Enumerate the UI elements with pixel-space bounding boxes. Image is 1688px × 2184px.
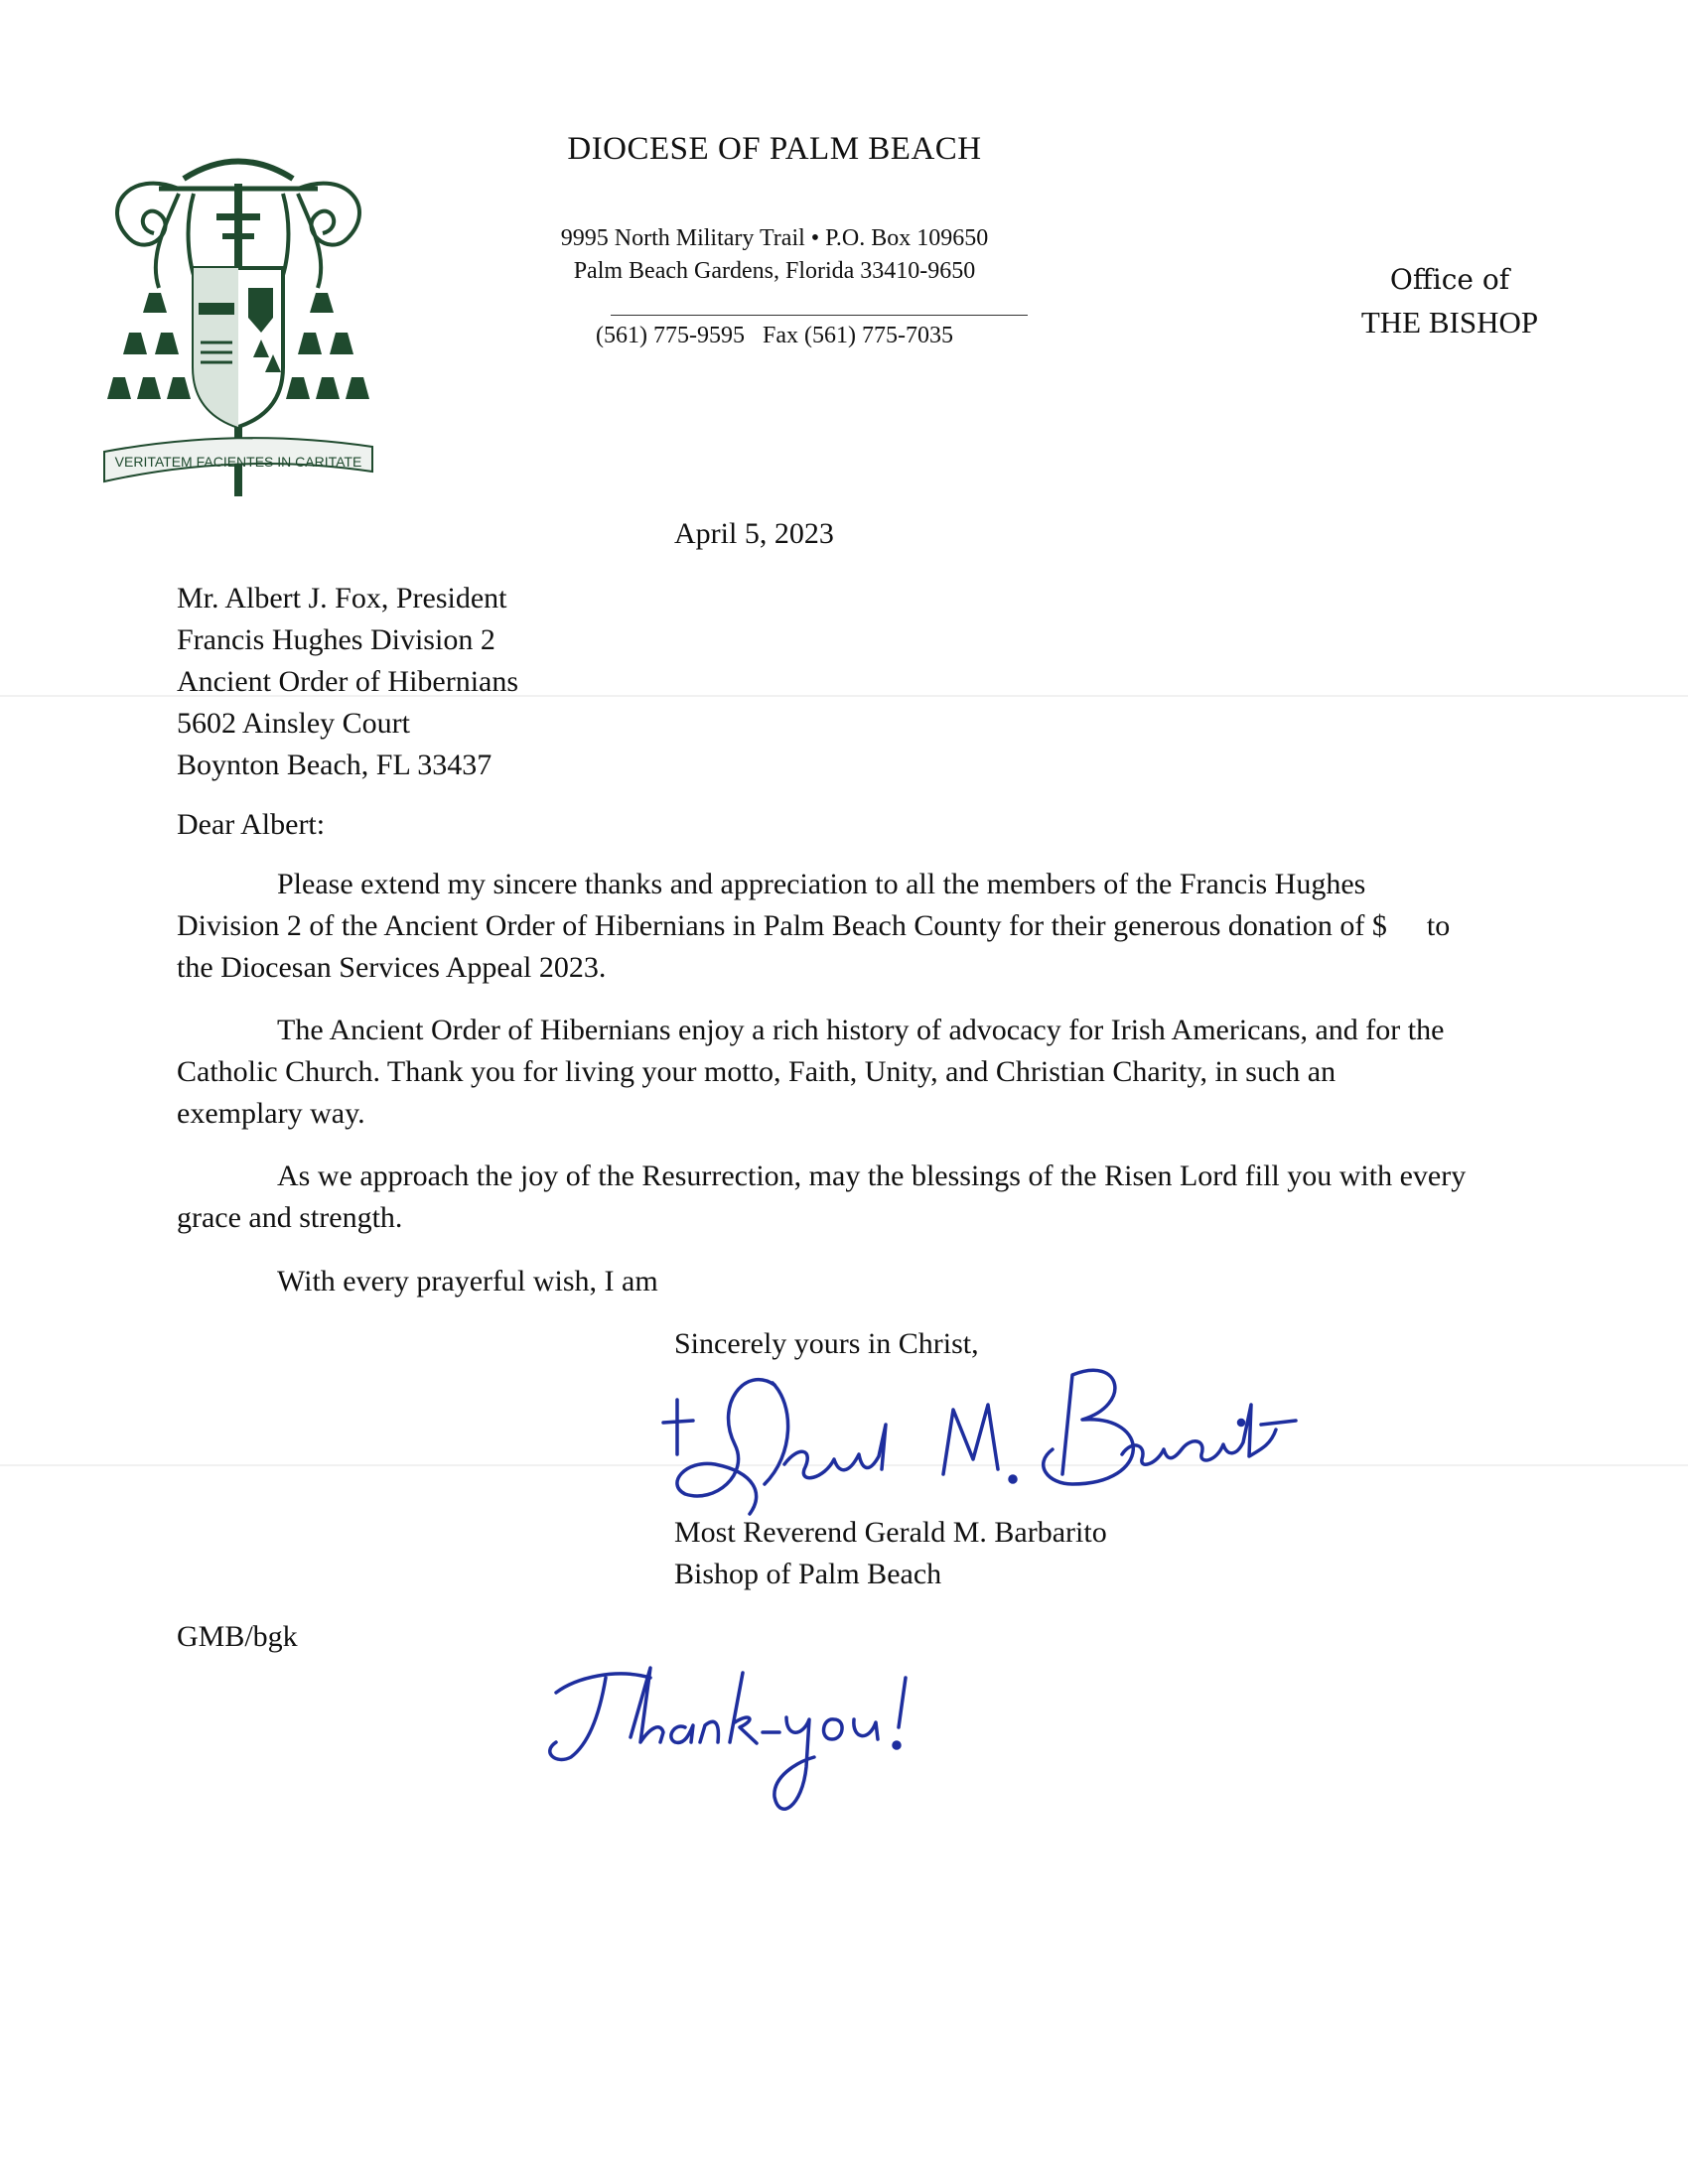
recipient-line: Ancient Order of Hibernians — [177, 665, 519, 698]
recipient-address — [177, 578, 518, 786]
address-line-2: Palm Beach Gardens, Florida 33410-9650 — [573, 258, 976, 284]
body-paragraph-1 — [177, 864, 1468, 989]
recipient-line: Francis Hughes Division 2 — [177, 623, 495, 656]
recipient-line: 5602 Ainsley Court — [177, 707, 411, 740]
letter-date: April 5, 2023 — [674, 517, 834, 550]
salutation: Dear Albert: — [177, 808, 326, 841]
diocese-crest-logo — [89, 139, 387, 506]
recipient-line: Boynton Beach, FL 33437 — [177, 749, 492, 781]
closing-line: With every prayerful wish, I am — [277, 1265, 658, 1297]
crest-motto: VERITATEM FACIENTES IN CARITATE — [114, 454, 362, 470]
body-paragraph-3 — [177, 1156, 1468, 1239]
paragraph-1-text: Please extend my sincere thanks and appreciation to all the members of the Francis Hughes Division 2 of the Ancient Order of Hibernians in Palm Beach County for their generous donation of $ — [177, 868, 1387, 942]
signer-block — [674, 1512, 1107, 1595]
paragraph-3-text: As we approach the joy of the Resurrection, may the blessings of the Risen Lord fill you with every grace and strength. — [177, 1160, 1467, 1234]
letterhead-phone: (561) 775-9595 Fax (561) 775-7035 — [596, 323, 953, 348]
handwritten-thank-you-note — [536, 1648, 953, 1856]
sign-off: Sincerely yours in Christ, — [674, 1327, 979, 1360]
letterhead-divider — [611, 315, 1028, 316]
office-line-1: Office of — [1389, 263, 1510, 296]
letterhead-address — [477, 222, 1072, 288]
office-line-2: THE BISHOP — [1360, 305, 1539, 340]
signer-name: Most Reverend Gerald M. Barbarito — [674, 1516, 1107, 1549]
address-line-1: 9995 North Military Trail • P.O. Box 109650 — [560, 225, 989, 251]
recipient-line: Mr. Albert J. Fox, President — [177, 582, 507, 614]
signer-title: Bishop of Palm Beach — [674, 1558, 942, 1590]
office-of-bishop — [1311, 258, 1589, 343]
body-paragraph-2 — [177, 1010, 1468, 1135]
paragraph-2-text: The Ancient Order of Hibernians enjoy a rich history of advocacy for Irish Americans, and for the Catholic Church. Thank you for living your motto, Faith, Unity, and Christian Charity, in such an exemplary way. — [177, 1014, 1445, 1130]
paragraph-1-text-end: to the Diocesan Services Appeal 2023. — [177, 909, 1451, 984]
typist-initials: GMB/bgk — [177, 1620, 298, 1653]
handwritten-signature — [655, 1345, 1350, 1534]
diocese-name: DIOCESE OF PALM BEACH — [567, 131, 982, 167]
